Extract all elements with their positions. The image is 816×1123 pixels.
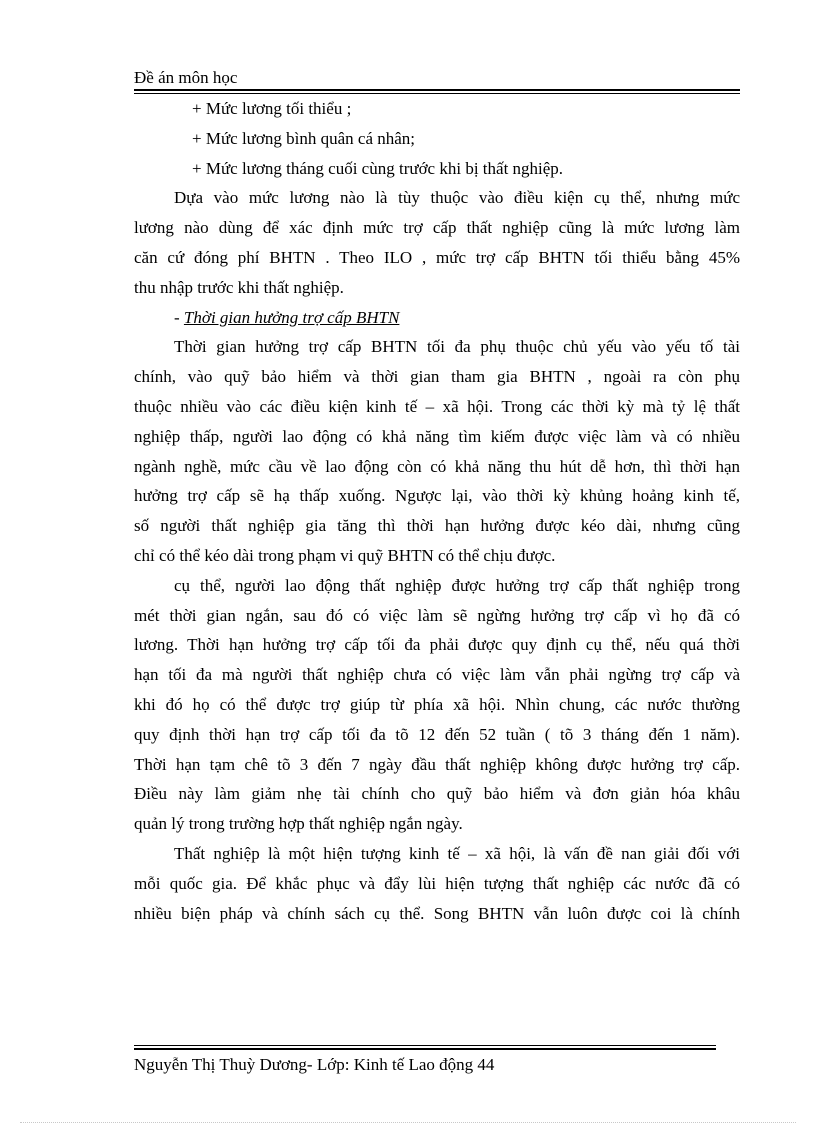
header-rule-thick [134, 89, 740, 91]
paragraph-line: thu nhập trước khi thất nghiệp. [134, 277, 344, 297]
section-heading-line [134, 303, 740, 333]
paragraph-line: quản lý trong trường hợp thất nghiệp ngắn ngày. [134, 814, 463, 834]
footer-rule-thin [134, 1045, 716, 1046]
paragraph [134, 571, 740, 839]
paragraph-line: chỉ có thể kéo dài trong phạm vi quỹ BHTN có thể chịu được. [134, 545, 556, 565]
section-dash: - [174, 307, 184, 327]
paragraph [134, 183, 740, 302]
paragraph-line: lương nào dùng để xác định mức trợ cấp thất nghiệp cũng là mức lương làm [134, 218, 740, 238]
list-item: + Mức lương tối thiểu ; [192, 99, 352, 118]
paragraph-line: cụ thể, người lao động thất nghiệp được hưởng trợ cấp thất nghiệp trong [174, 575, 740, 595]
list-item: + Mức lương tháng cuối cùng trước khi bị thất nghiệp. [192, 158, 564, 178]
document-body [134, 94, 740, 928]
paragraph-line: mỗi quốc gia. Để khắc phục và đẩy lùi hiện tượng thất nghiệp các nước đã có [134, 873, 740, 893]
paragraph-line: ngành nghề, mức cầu về lao động còn có khả năng thu hút dễ hơn, thì thời hạn [134, 456, 740, 476]
paragraph-line: hạn tối đa mà người thất nghiệp chưa có việc làm vẫn phải ngừng trợ cấp và [134, 665, 740, 685]
paragraph-line: khi đó họ có thể được trợ giúp từ phía xã hội. Nhìn chung, các nước thường [134, 694, 740, 714]
paragraph-line: Dựa vào mức lương nào là tùy thuộc vào điều kiện cụ thể, nhưng mức [174, 188, 740, 208]
paragraph-line: nhiều biện pháp và chính sách cụ thể. Song BHTN vẫn luôn được coi là chính [134, 903, 740, 923]
paragraph-line: thuộc nhiều vào các điều kiện kinh tế – xã hội. Trong các thời kỳ mà tỷ lệ thất [134, 396, 740, 416]
paragraph-line: Thời hạn tạm chê tõ 3 đến 7 ngày đầu thất nghiệp không được hưởng trợ cấp. [134, 754, 740, 774]
page-header-title: Đề án môn học [134, 68, 238, 87]
paragraph-line: Thất nghiệp là một hiện tượng kinh tế – xã hội, là vấn đề nan giải đối với [174, 843, 740, 863]
page-footer-text: Nguyễn Thị Thuỳ Dương- Lớp: Kinh tế Lao động 44 [134, 1055, 495, 1074]
paragraph [134, 839, 740, 928]
paragraph [134, 332, 740, 570]
paragraph-line: hưởng trợ cấp sẽ hạ thấp xuống. Ngược lại, vào thời kỳ khủng hoảng kinh tế, [134, 486, 740, 506]
paragraph-line: lương. Thời hạn hưởng trợ cấp tối đa phải được quy định cụ thể, nếu quá thời [134, 635, 740, 655]
paragraph-line: quy định thời hạn trợ cấp tối đa tõ 12 đến 52 tuần ( tõ 3 tháng đến 1 năm). [134, 724, 740, 744]
section-heading: Thời gian hưởng trợ cấp BHTN [183, 307, 400, 327]
paragraph-line: nghiệp thấp, người lao động có khả năng tìm kiếm được việc làm và có nhiều [134, 426, 740, 446]
paragraph-line: chính, vào quỹ bảo hiểm và thời gian tham gia BHTN , ngoài ra còn phụ [134, 367, 740, 387]
paragraph-line: Thời gian hưởng trợ cấp BHTN tối đa phụ thuộc chủ yếu vào yếu tố tài [174, 337, 740, 357]
paragraph-line: mét thời gian ngắn, sau đó có việc làm sẽ ngừng hưởng trợ cấp vì họ đã có [134, 605, 740, 625]
list-item: + Mức lương bình quân cá nhân; [192, 128, 416, 148]
paragraph-line: số người thất nghiệp gia tăng thì thời hạn hưởng được kéo dài, nhưng cũng [134, 516, 740, 536]
bullet-list [134, 94, 740, 183]
footer-rule-thick [134, 1048, 716, 1050]
paragraph-line: Điều này làm giảm nhẹ tài chính cho quỹ bảo hiểm và đơn giản hóa khâu [134, 784, 740, 804]
paragraph-line: căn cứ đóng phí BHTN . Theo ILO , mức trợ cấp BHTN tối thiểu bằng 45% [134, 247, 740, 267]
